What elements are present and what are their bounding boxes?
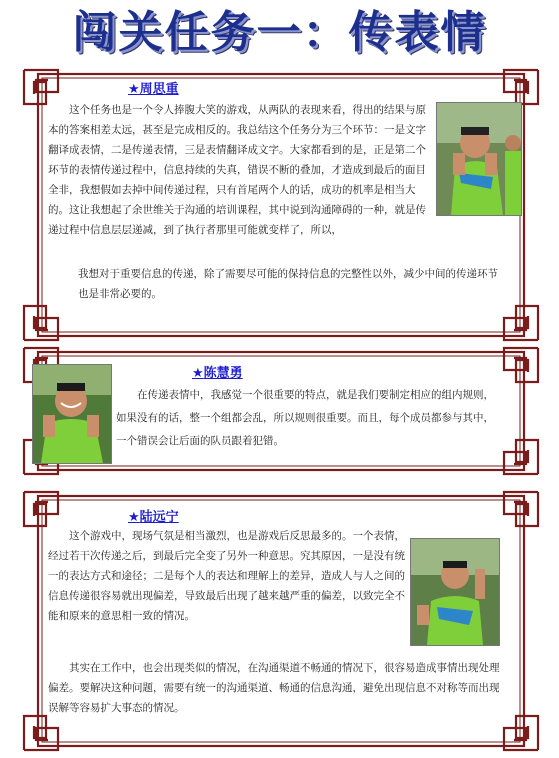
section-2-name (192, 362, 243, 381)
section-1-photo (436, 102, 522, 216)
section-2-photo (32, 364, 112, 464)
section-1-text-a (48, 100, 433, 240)
section-3-text-a (48, 526, 406, 626)
section-panel-1 (20, 66, 542, 344)
section-panel-2 (20, 344, 542, 478)
section-3-paragraph-1: 这个游戏中，现场气氛是相当激烈，也是游戏后反思最多的。一个表情，经过若干次传递之后，到最后完全变了另外一种意思。究其原因，一是没有统一的表达方式和途径；二是每个人的表达和理解上的差异，造成人与人之间的信息传递很容易就出现偏差，导致最后出现了越来越严重的偏差，以致完全不能和原来的意思相一致的情况。 (48, 530, 405, 622)
section-2-name-text: 陈慧勇 (203, 366, 243, 381)
section-3-name-text: 陆远宁 (139, 510, 179, 525)
section-1-text-b (78, 264, 498, 304)
section-1-paragraph-1: 这个任务也是一个令人捧腹大笑的游戏，从两队的表现来看，得出的结果与原本的答案相差太远，甚至是完成相反的。我总结这个任务分为三个环节：一是文字翻译成表情，二是传递表情，三是表情翻译成文字。大家都看到的是，正是第二个环节的表情传递过程中，信息持续的失真，错误不断的叠加，才造成到最后的面目全非，我想假如去掉中间传递过程，只有首尾两个人的话，成功的机率是相当大的。这让我想起了余世维关于沟通的培训课程，其中说到沟通障碍的一种，就是传递过程中信息层层递减，到了执行者那里可能就变样了，所以， (48, 104, 426, 236)
star-icon: ★ (128, 82, 140, 97)
section-1-name (128, 78, 179, 97)
star-icon: ★ (128, 510, 140, 525)
section-3-paragraph-2: 其实在工作中，也会出现类似的情况，在沟通渠道不畅通的情况下，很容易造成事情出现处理偏差。要解决这种问题，需要有统一的沟通渠道、畅通的信息沟通，避免出现信息不对称等而出现误解等容易扩大事态的情况。 (48, 662, 500, 714)
section-3-name (128, 506, 179, 525)
page-title: 闯关任务一：传表情 (72, 7, 487, 58)
section-1-name-text: 周思重 (139, 82, 179, 97)
section-1-paragraph-2: 我想对于重要信息的传递，除了需要尽可能的保持信息的完整性以外，减少中间的传递环节也是非常必要的。 (78, 268, 498, 300)
section-panel-3 (20, 488, 542, 754)
section-3-text-b (48, 658, 508, 718)
section-2-text (116, 384, 500, 453)
section-2-paragraph-1: 在传递表情中，我感觉一个很重要的特点，就是我们要制定相应的组内规则，如果没有的话，整一个组都会乱，所以规则很重要。而且，每个成员都参与其中，一个错误会让后面的队员跟着犯错。 (116, 389, 494, 447)
section-3-photo (410, 538, 500, 646)
star-icon: ★ (192, 366, 204, 381)
